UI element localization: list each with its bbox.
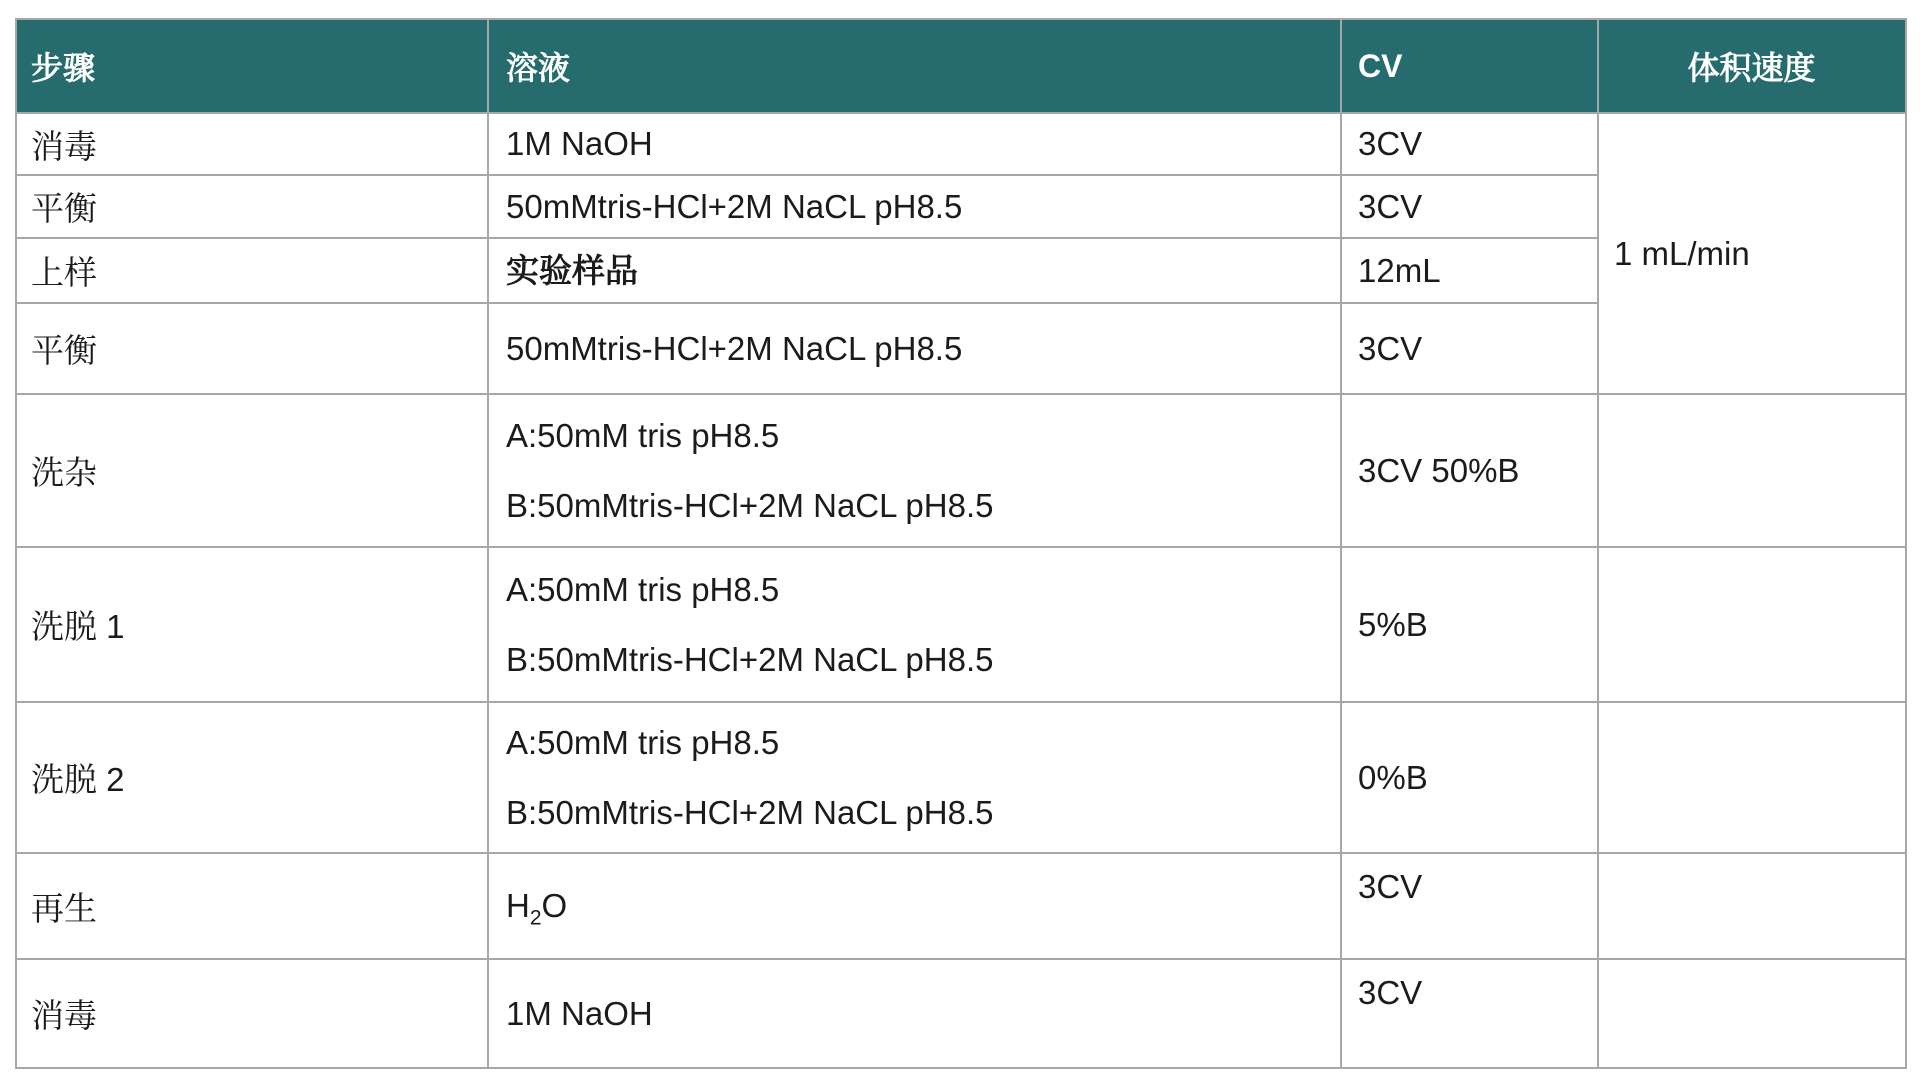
cv-cell: 3CV <box>1341 175 1598 238</box>
cv-cell: 3CV <box>1341 113 1598 175</box>
header-solution: 溶液 <box>488 19 1341 113</box>
step-cell: 消毒 <box>16 959 488 1068</box>
rate-cell-empty <box>1598 394 1906 547</box>
step-cell: 再生 <box>16 853 488 959</box>
header-step: 步骤 <box>16 19 488 113</box>
rate-cell-empty <box>1598 547 1906 702</box>
text-segment: H <box>506 887 530 924</box>
table-header <box>16 19 1906 113</box>
rate-cell-merged: 1 mL/min <box>1598 113 1906 394</box>
table-body <box>16 113 1906 1068</box>
step-cell: 消毒 <box>16 113 488 175</box>
step-cell: 洗脱 2 <box>16 702 488 853</box>
rate-cell-empty <box>1598 702 1906 853</box>
table-row <box>16 547 1906 702</box>
rate-cell-empty <box>1598 959 1906 1068</box>
solution-line: B:50mMtris-HCl+2M NaCL pH8.5 <box>506 640 994 678</box>
header-row <box>16 19 1906 113</box>
solution-cell <box>488 702 1341 853</box>
step-cell: 上样 <box>16 238 488 303</box>
solution-line: 1M NaOH <box>506 994 653 1032</box>
cv-cell: 12mL <box>1341 238 1598 303</box>
cv-cell: 3CV 50%B <box>1341 394 1598 547</box>
table-row <box>16 853 1906 959</box>
solution-line: A:50mM tris pH8.5 <box>506 570 780 608</box>
solution-cell <box>488 303 1341 394</box>
step-cell: 平衡 <box>16 303 488 394</box>
solution-cell <box>488 853 1341 959</box>
step-cell: 洗脱 1 <box>16 547 488 702</box>
solution-line: 1M NaOH <box>506 125 653 162</box>
solution-cell <box>488 238 1341 303</box>
protocol-table <box>15 18 1907 1069</box>
solution-cell <box>488 547 1341 702</box>
subscript-text: 2 <box>529 906 542 930</box>
solution-line: B:50mMtris-HCl+2M NaCL pH8.5 <box>506 793 994 831</box>
table-row <box>16 394 1906 547</box>
solution-cell <box>488 394 1341 547</box>
header-cv: CV <box>1341 19 1598 113</box>
cv-cell: 3CV <box>1341 959 1598 1068</box>
cv-cell: 5%B <box>1341 547 1598 702</box>
solution-cell <box>488 113 1341 175</box>
step-cell: 洗杂 <box>16 394 488 547</box>
table-row <box>16 113 1906 175</box>
solution-cell <box>488 175 1341 238</box>
text-segment: O <box>541 887 568 924</box>
step-cell: 平衡 <box>16 175 488 238</box>
solution-line: A:50mM tris pH8.5 <box>506 416 780 454</box>
solution-line: 50mMtris-HCl+2M NaCL pH8.5 <box>506 329 963 367</box>
table-row <box>16 702 1906 853</box>
solution-line: 50mMtris-HCl+2M NaCL pH8.5 <box>506 187 963 225</box>
header-rate: 体积速度 <box>1598 19 1906 113</box>
cv-cell: 3CV <box>1341 303 1598 394</box>
solution-cell <box>488 959 1341 1068</box>
rate-cell-empty <box>1598 853 1906 959</box>
cv-cell: 3CV <box>1341 853 1598 959</box>
table-row <box>16 959 1906 1068</box>
cv-cell: 0%B <box>1341 702 1598 853</box>
solution-line: B:50mMtris-HCl+2M NaCL pH8.5 <box>506 486 994 524</box>
solution-line: A:50mM tris pH8.5 <box>506 723 780 761</box>
solution-line <box>506 886 1339 930</box>
solution-line: 实验样品 <box>506 251 638 289</box>
